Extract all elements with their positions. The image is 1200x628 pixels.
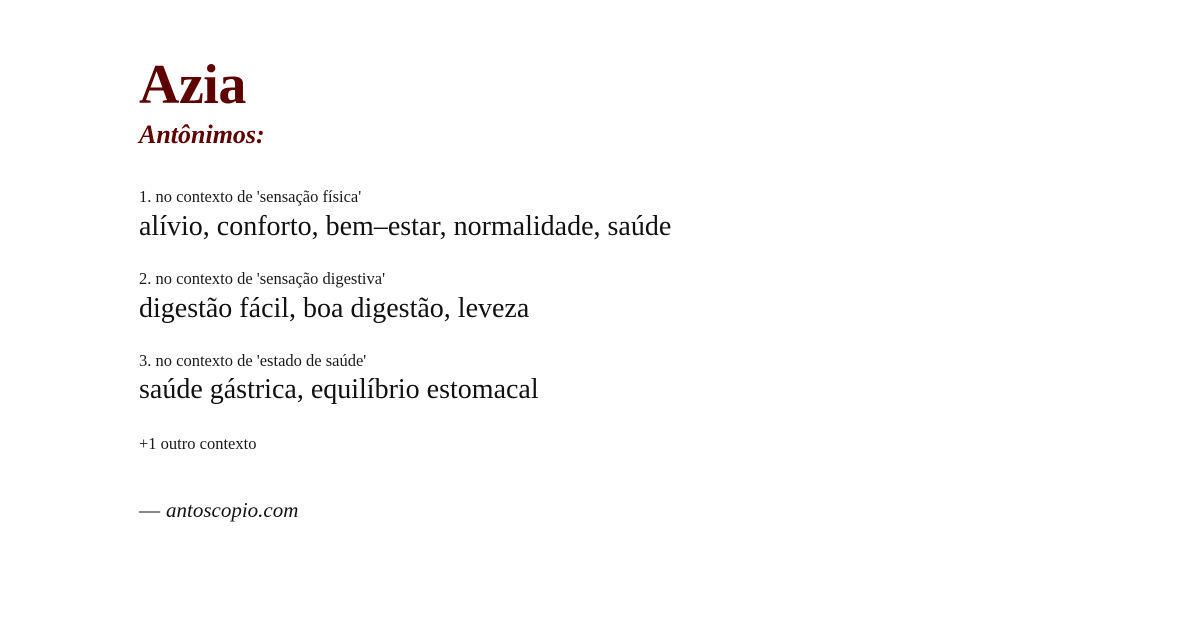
sense-terms: alívio, conforto, bem–estar, normalidade, saúde (139, 211, 672, 243)
sense-context: 1. no contexto de 'sensação física' (139, 187, 362, 207)
em-dash: — (139, 498, 160, 523)
sense-terms: saúde gástrica, equilíbrio estomacal (139, 374, 539, 406)
list-item (139, 269, 1100, 327)
section-subtitle: Antônimos: (139, 119, 265, 149)
sense-terms: digestão fácil, boa digestão, leveza (139, 292, 530, 324)
senses-list (139, 187, 1100, 408)
more-contexts-label: +1 outro contexto (139, 434, 257, 454)
list-item (139, 351, 1100, 409)
sense-context: 2. no contexto de 'sensação digestiva' (139, 269, 386, 289)
source-name: antoscopio.com (166, 498, 299, 523)
source-attribution (139, 498, 1100, 523)
sense-context: 3. no contexto de 'estado de saúde' (139, 350, 367, 370)
list-item (139, 187, 1100, 245)
page-title: Azia (139, 54, 246, 116)
